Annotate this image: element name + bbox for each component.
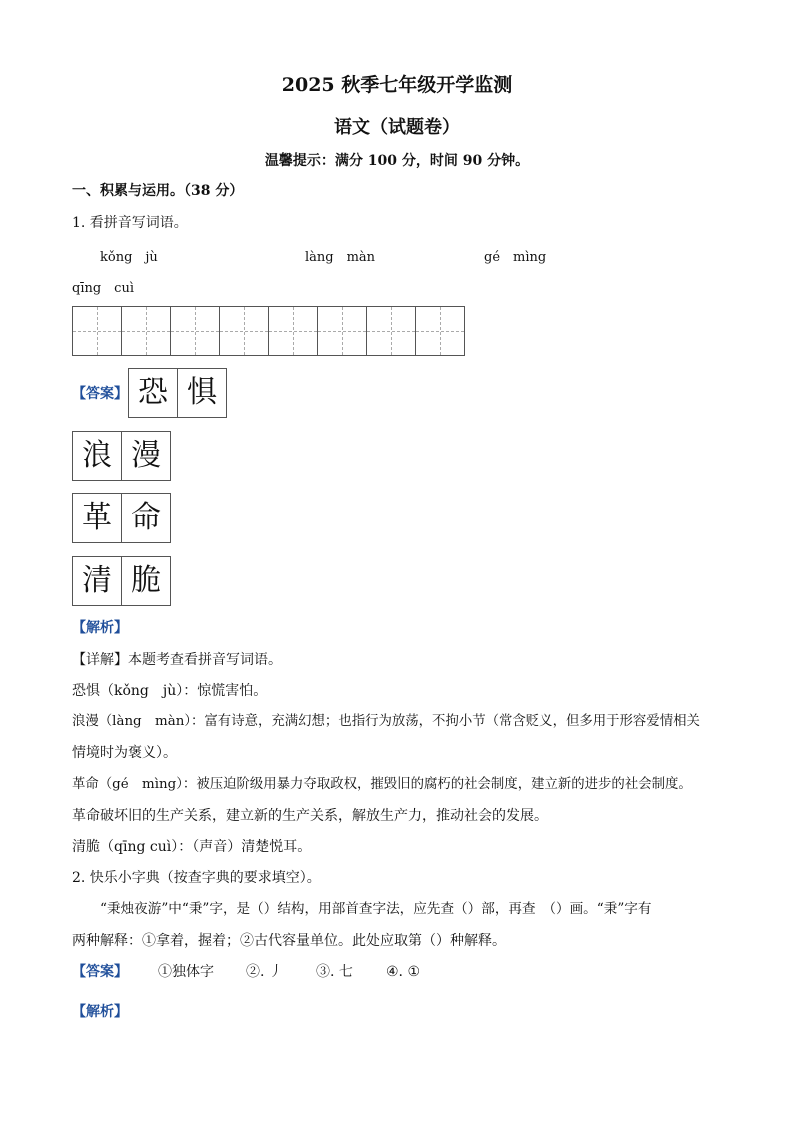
pinyin-2: làng màn (305, 250, 376, 265)
detail-line: 情境时为褒义）。 (72, 745, 177, 761)
answer-box-2 (72, 431, 171, 481)
detail-line: 浪漫（làng màn）：富有诗意，充满幻想；也指行为放荡，不拘小节（常含贬义，但多用于形容爱情相关 (72, 714, 700, 729)
detail-line: 清脆（qīng cuì）：（声音）清楚悦耳。 (72, 839, 312, 855)
q2-answer-4: ④. ① (386, 964, 421, 980)
answer-char: 脆 (131, 563, 161, 598)
answer-box-3 (72, 493, 171, 543)
grid-cell[interactable] (318, 307, 367, 355)
q2-answer-3: ③. 七 (316, 964, 353, 980)
exam-tip: 温馨提示：满分 100 分，时间 90 分钟。 (264, 153, 530, 169)
grid-cell[interactable] (220, 307, 269, 355)
question-1-stem: 1. 看拼音写词语。 (72, 215, 188, 231)
question-2-line: 两种解释：①拿着，握着；②古代容量单位。此处应取第（）种解释。 (72, 933, 506, 949)
answer-box-4 (72, 556, 171, 606)
grid-cell[interactable] (367, 307, 416, 355)
answer-char: 恐 (138, 375, 168, 410)
answer-box-1 (128, 368, 227, 418)
analysis-label: 【解析】 (72, 620, 128, 636)
answer-char: 漫 (131, 438, 161, 473)
answer-label: 【答案】 (72, 386, 128, 402)
page-title: 2025 秋季七年级开学监测 (281, 74, 513, 96)
pinyin-1: kǒng jù (100, 250, 158, 265)
answer-char: 清 (82, 563, 112, 598)
answer-char: 命 (131, 500, 161, 535)
answer-char: 惧 (187, 375, 217, 410)
answer-label: 【答案】 (72, 964, 128, 980)
detail-line: 【详解】本题考查看拼音写词语。 (72, 652, 282, 668)
grid-cell[interactable] (122, 307, 171, 355)
page-subtitle: 语文（试题卷） (334, 117, 460, 138)
answer-char: 浪 (82, 438, 112, 473)
pinyin-3: gé mìng (484, 250, 547, 265)
question-2-line: “秉烛夜游”中“秉”字，是（）结构，用部首查字法，应先查（）部，再查 （）画。“秉”字有 (100, 901, 652, 917)
analysis-label: 【解析】 (72, 1004, 128, 1020)
detail-line: 革命（gé mìng）：被压迫阶级用暴力夺取政权，摧毁旧的腐朽的社会制度，建立新的进步的社会制度。 (72, 777, 692, 792)
grid-cell[interactable] (269, 307, 318, 355)
pinyin-4: qīng cuì (72, 281, 134, 296)
detail-line: 革命破坏旧的生产关系，建立新的生产关系，解放生产力，推动社会的发展。 (72, 808, 548, 824)
detail-line: 恐惧（kǒng jù）：惊慌害怕。 (72, 683, 268, 699)
question-2-stem: 2. 快乐小字典（按查字典的要求填空）。 (72, 870, 321, 886)
q2-answer-1: ①独体字 (158, 964, 214, 980)
grid-cell[interactable] (171, 307, 220, 355)
writing-grid (72, 306, 465, 356)
grid-cell[interactable] (73, 307, 122, 355)
section-heading: 一、积累与运用。（38 分） (72, 183, 244, 199)
q2-answer-2: ②. 丿 (246, 964, 283, 980)
answer-char: 革 (82, 500, 112, 535)
grid-cell[interactable] (416, 307, 464, 355)
